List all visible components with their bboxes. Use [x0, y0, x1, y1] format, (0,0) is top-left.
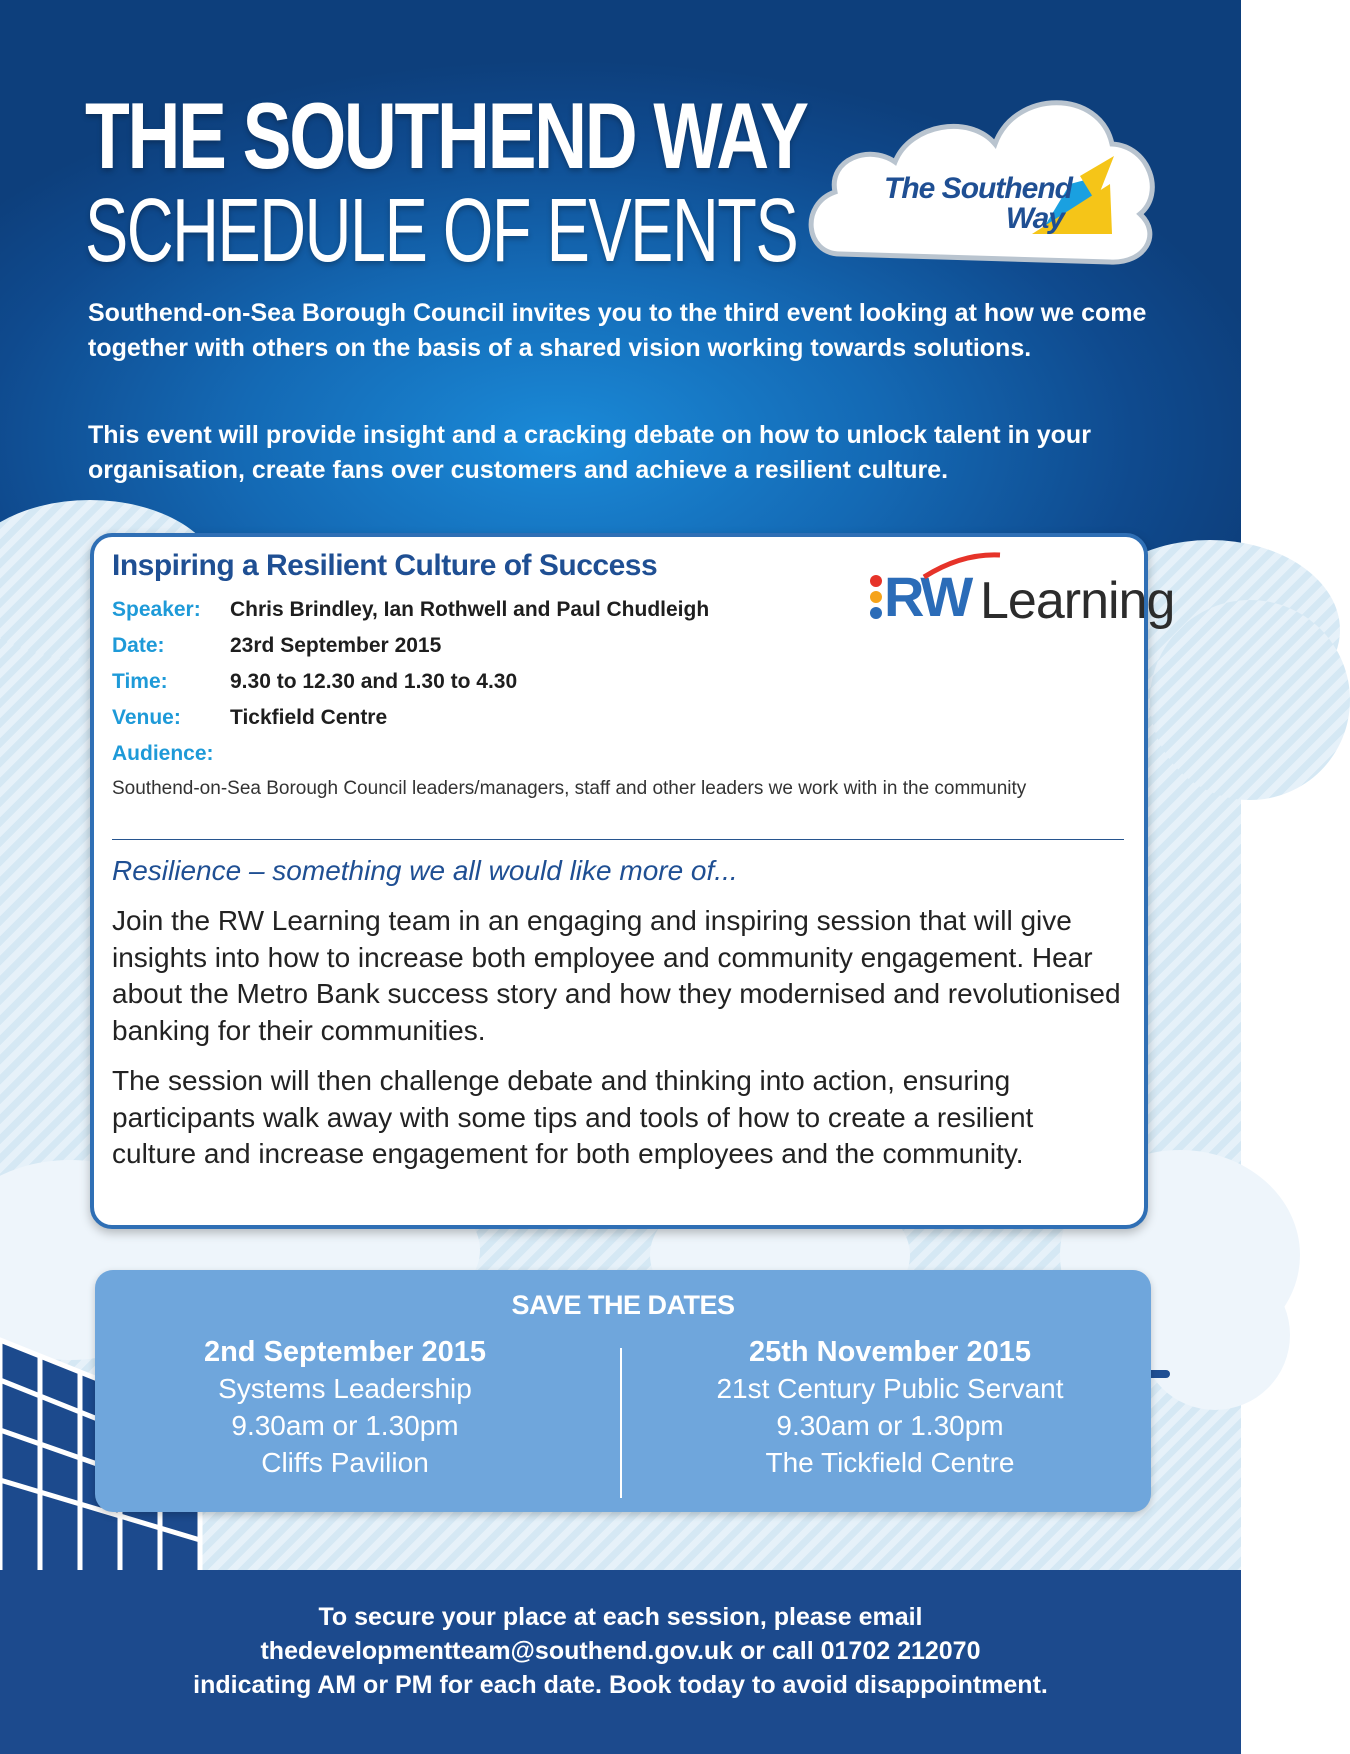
speaker-row	[112, 597, 709, 623]
footer-line-1: To secure your place at each session, please email	[318, 1603, 923, 1631]
footer-contact-line[interactable]: thedevelopmentteam@southend.gov.uk or call 01702 212070	[260, 1637, 981, 1665]
event-card	[90, 533, 1175, 1229]
save-date-venue: The Tickfield Centre	[765, 1447, 1015, 1478]
save-date-date: 2nd September 2015	[203, 1336, 487, 1368]
date-row	[112, 633, 441, 659]
time-label: Time:	[112, 670, 168, 693]
save-date-item-2	[640, 1334, 1140, 1481]
event-description-2: The session will then challenge debate and thinking into action, ensuring participants walk away with some tips and tools of how to create a resilient culture and increase engagement for both employees and the community.	[112, 1065, 1034, 1169]
time-row	[112, 669, 517, 695]
audience-label: Audience:	[112, 742, 214, 765]
card-divider	[112, 839, 1124, 840]
speaker-label: Speaker:	[112, 598, 201, 621]
save-date-date: 25th November 2015	[748, 1336, 1032, 1368]
venue-label: Venue:	[112, 706, 181, 729]
time-value: 9.30 to 12.30 and 1.30 to 4.30	[230, 670, 518, 693]
audience-value: Southend-on-Sea Borough Council leaders/managers, staff and other leaders we work with in the community	[112, 778, 1027, 799]
rw-logo-wordmark: Learning	[980, 572, 1175, 630]
logo-text-line2: Way	[1005, 202, 1064, 235]
save-date-time: 9.30am or 1.30pm	[231, 1410, 459, 1441]
event-description-1: Join the RW Learning team in an engaging and inspiring session that will give insights into how to increase both employee and community engagement. Hear about the Metro Bank success story and how they modernised and revolutionised banking for their communities.	[112, 905, 1121, 1046]
speaker-value: Chris Brindley, Ian Rothwell and Paul Chudleigh	[230, 598, 710, 621]
date-value: 23rd September 2015	[230, 634, 442, 657]
venue-value: Tickfield Centre	[230, 706, 388, 729]
save-dates-divider	[620, 1348, 622, 1498]
event-title: Inspiring a Resilient Culture of Success	[112, 549, 658, 582]
footer-line-3: indicating AM or PM for each date. Book today to avoid disappointment.	[193, 1671, 1048, 1699]
cloud-shape	[1150, 600, 1350, 800]
booking-instructions	[0, 1600, 1241, 1702]
audience-row	[112, 741, 230, 767]
rw-learning-logo	[862, 557, 1175, 641]
save-date-time: 9.30am or 1.30pm	[776, 1410, 1004, 1441]
save-date-name: Systems Leadership	[218, 1373, 472, 1404]
venue-row	[112, 705, 387, 731]
intro-paragraph-2: This event will provide insight and a cracking debate on how to unlock talent in your organisation, create fans over customers and achieve a resilient culture.	[88, 421, 1091, 484]
rw-logo-initials: RW	[884, 565, 971, 628]
save-the-dates-panel	[95, 1270, 1151, 1512]
southend-way-logo	[800, 84, 1160, 284]
save-date-venue: Cliffs Pavilion	[261, 1447, 429, 1478]
save-dates-title: SAVE THE DATES	[511, 1290, 735, 1320]
intro-paragraph-1: Southend-on-Sea Borough Council invites you to the third event looking at how we come together with others on the basis of a shared vision working towards solutions.	[88, 299, 1147, 362]
save-date-name: 21st Century Public Servant	[716, 1373, 1064, 1404]
save-date-item-1	[95, 1334, 595, 1481]
rw-swoosh-icon	[922, 551, 1002, 581]
page-subtitle: SCHEDULE OF EVENTS	[85, 181, 798, 281]
event-tagline: Resilience – something we all would like more of...	[112, 855, 738, 886]
page-title: THE SOUTHEND WAY	[85, 83, 807, 188]
logo-text-line1: The Southend	[884, 172, 1072, 205]
date-label: Date:	[112, 634, 165, 657]
